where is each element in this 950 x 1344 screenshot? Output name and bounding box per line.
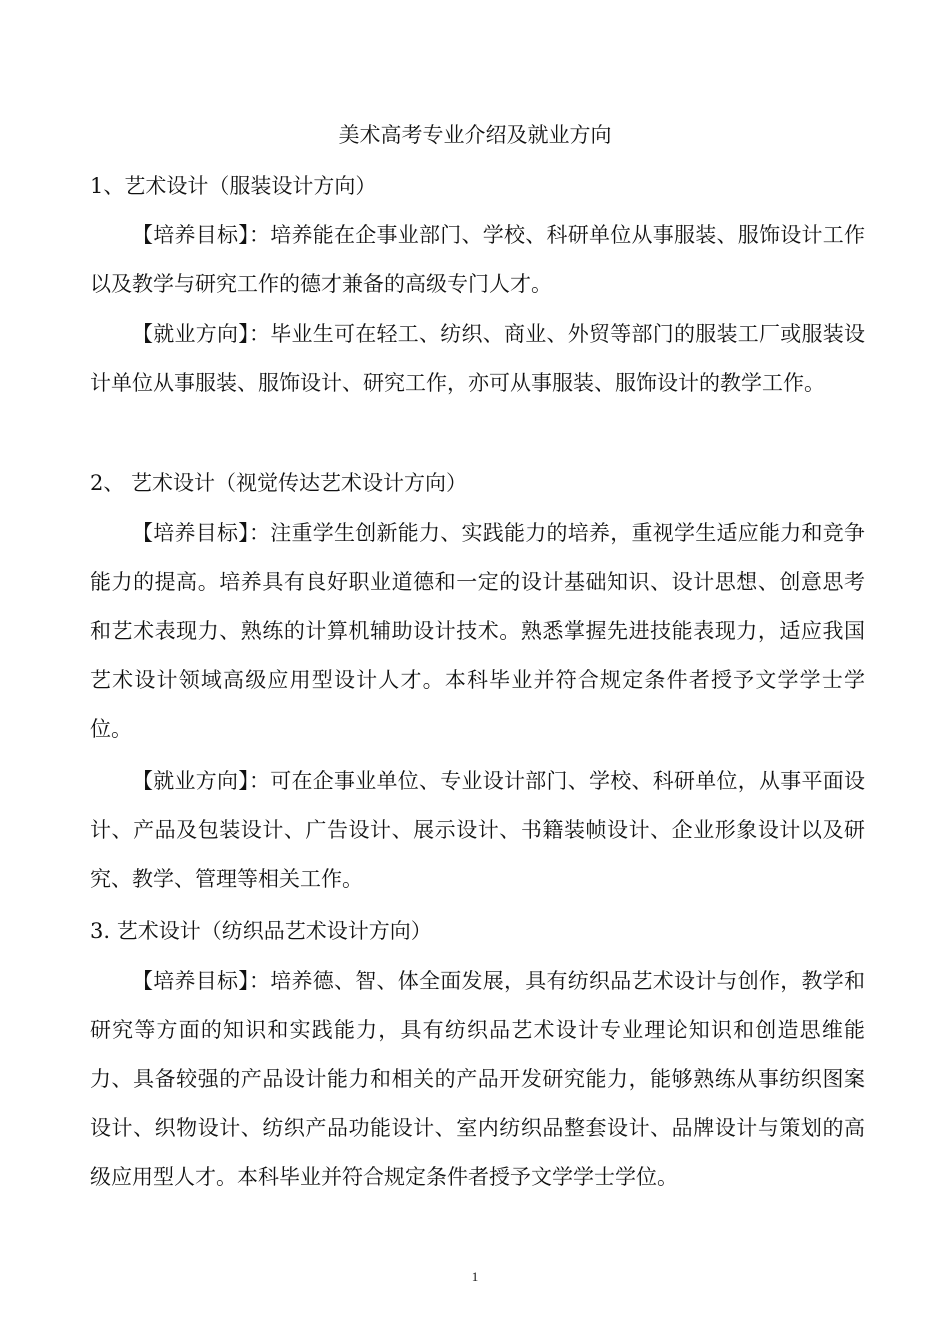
paragraph-text: 培养德、智、体全面发展，具有纺织品艺术设计与创作，教学和研究等方面的知识和实践能力，具有纺织品艺术设计专业理论知识和创造思维能力、具备较强的产品设计能力和相关的产品开发研究能力，能够熟练从事纺织图案设计、织物设计、纺织产品功能设计、室内纺织品整套设计、品牌设计与策划的高级应用型人才。本科毕业并符合规定条件者授予文学学士学位。 xyxy=(90,969,865,1189)
paragraph-text: 毕业生可在轻工、纺织、商业、外贸等部门的服装工厂或服装设计单位从事服装、服饰设计、研究工作，亦可从事服装、服饰设计的教学工作。 xyxy=(90,322,865,395)
section-2-heading: 2、 艺术设计（视觉传达艺术设计方向） xyxy=(90,471,468,495)
section-1-heading: 1、艺术设计（服装设计方向） xyxy=(90,174,377,198)
section-2-career-direction xyxy=(90,757,865,904)
page-number: 1 xyxy=(471,1269,479,1284)
section-3-heading: 3. 艺术设计（纺织品艺术设计方向） xyxy=(90,919,432,943)
page-title: 美术高考专业介绍及就业方向 xyxy=(338,123,612,147)
section-2-training-goal xyxy=(90,509,865,754)
section-1-career-direction xyxy=(90,310,865,408)
section-1-training-goal xyxy=(90,211,865,309)
section-3-training-goal xyxy=(90,957,865,1202)
paragraph-label: 【就业方向】： xyxy=(132,769,271,793)
paragraph-text: 可在企事业单位、专业设计部门、学校、科研单位，从事平面设计、产品及包装设计、广告设计、展示设计、书籍装帧设计、企业形象设计以及研究、教学、管理等相关工作。 xyxy=(90,769,865,891)
paragraph-label: 【培养目标】： xyxy=(132,969,271,993)
paragraph-text: 注重学生创新能力、实践能力的培养，重视学生适应能力和竞争能力的提高。培养具有良好职业道德和一定的设计基础知识、设计思想、创意思考和艺术表现力、熟练的计算机辅助设计技术。熟悉掌握先进技能表现力，适应我国艺术设计领域高级应用型设计人才。本科毕业并符合规定条件者授予文学学士学位。 xyxy=(90,521,865,741)
paragraph-label: 【就业方向】： xyxy=(132,322,271,346)
paragraph-label: 【培养目标】： xyxy=(132,223,271,247)
paragraph-label: 【培养目标】： xyxy=(132,521,271,545)
paragraph-text: 培养能在企事业部门、学校、科研单位从事服装、服饰设计工作以及教学与研究工作的德才兼备的高级专门人才。 xyxy=(90,223,865,296)
